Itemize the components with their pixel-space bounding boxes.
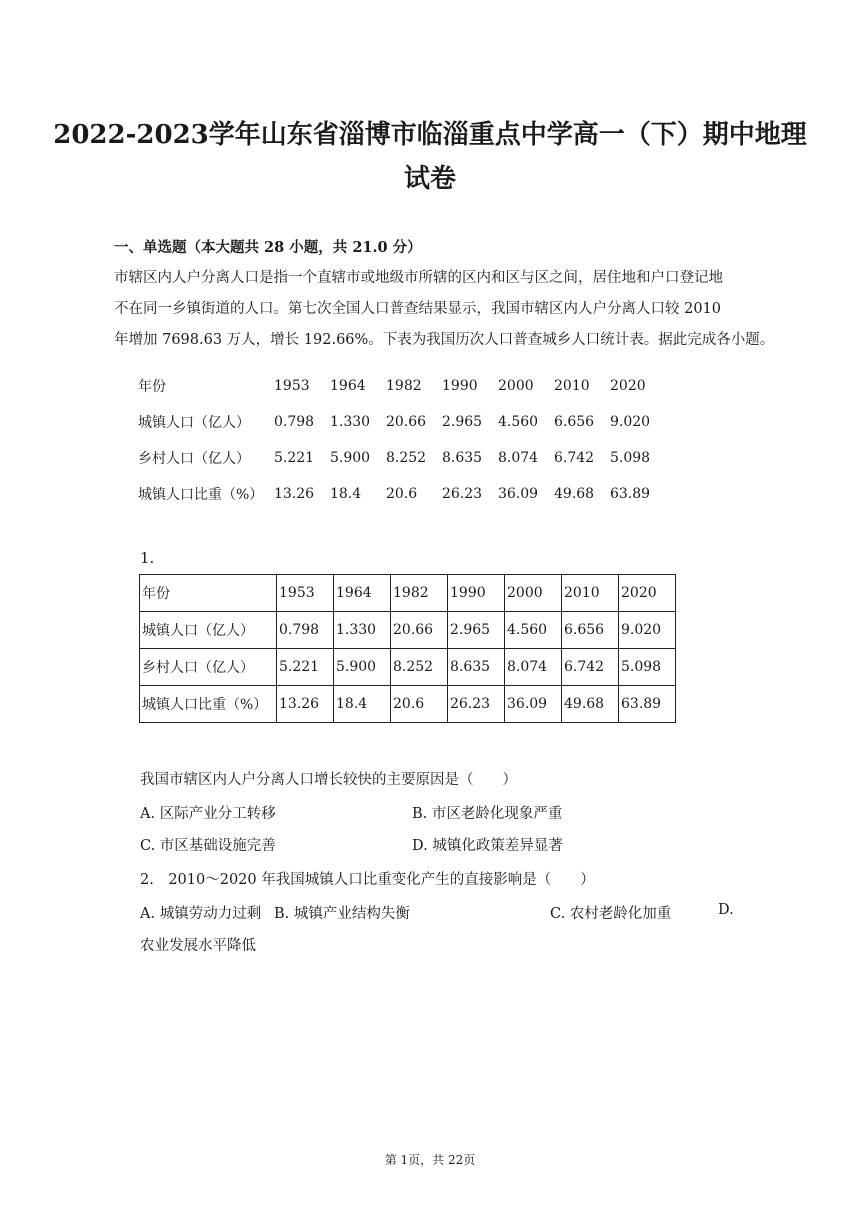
- plain-table-cell: 1990: [442, 378, 478, 394]
- plain-table-cell: 13.26: [274, 486, 315, 502]
- plain-table-cell: 20.6: [386, 486, 418, 502]
- grid-table-cell: 5.221: [277, 649, 334, 686]
- intro-paragraph: [114, 263, 775, 356]
- question-2-stem: 2. 2010～2020 年我国城镇人口比重变化产生的直接影响是（ ）: [140, 872, 595, 888]
- grid-table-cell: 1982: [391, 575, 448, 612]
- grid-table-cell: 2020: [619, 575, 676, 612]
- grid-table-cell: 13.26: [277, 686, 334, 723]
- plain-table-cell: 8.074: [498, 450, 539, 466]
- grid-table-cell: 1964: [334, 575, 391, 612]
- grid-table-cell: 8.074: [505, 649, 562, 686]
- plain-table-cell: 9.020: [610, 414, 651, 430]
- plain-table-cell: 2.965: [442, 414, 483, 430]
- plain-table-cell: 1982: [386, 378, 422, 394]
- grid-table-cell: 2000: [505, 575, 562, 612]
- plain-table-row-header: 城镇人口比重（%）: [138, 487, 264, 503]
- grid-table-cell: 0.798: [277, 612, 334, 649]
- grid-table-cell: 4.560: [505, 612, 562, 649]
- plain-table-row-header: 年份: [138, 379, 166, 395]
- plain-table-cell: 5.900: [330, 450, 371, 466]
- question-1-option-a[interactable]: A. 区际产业分工转移: [140, 806, 276, 822]
- plain-table-cell: 2000: [498, 378, 534, 394]
- plain-table-cell: 1953: [274, 378, 310, 394]
- grid-table-cell: 1953: [277, 575, 334, 612]
- grid-table-cell: 2.965: [448, 612, 505, 649]
- grid-table-cell: 49.68: [562, 686, 619, 723]
- intro-line: 年增加 7698.63 万人，增长 192.66%。下表为我国历次人口普查城乡人口统计表。据此完成各小题。: [114, 332, 775, 348]
- document-title-line1: 2022-2023学年山东省淄博市临淄重点中学高一（下）期中地理: [53, 120, 807, 150]
- grid-table-row-header: 乡村人口（亿人）: [140, 649, 277, 686]
- grid-table-row-header: 城镇人口比重（%）: [140, 686, 277, 723]
- plain-table-cell: 36.09: [498, 486, 539, 502]
- plain-table-cell: 1964: [330, 378, 366, 394]
- plain-table-cell: 4.560: [498, 414, 539, 430]
- population-table-plain: [138, 368, 670, 512]
- plain-table-cell: 18.4: [330, 486, 362, 502]
- question-2-option-d[interactable]: D.: [718, 902, 734, 918]
- question-1-stem: 我国市辖区内人户分离人口增长较快的主要原因是（ ）: [140, 772, 517, 788]
- grid-table-cell: 8.252: [391, 649, 448, 686]
- grid-table-cell: 8.635: [448, 649, 505, 686]
- plain-table-cell: 8.635: [442, 450, 483, 466]
- plain-table-cell: 49.68: [554, 486, 595, 502]
- plain-table-cell: 0.798: [274, 414, 315, 430]
- grid-table-row: [140, 686, 676, 723]
- grid-table-cell: 20.6: [391, 686, 448, 723]
- grid-table-cell: 63.89: [619, 686, 676, 723]
- intro-line: 市辖区内人户分离人口是指一个直辖市或地级市所辖的区内和区与区之间，居住地和户口登记地: [114, 270, 723, 286]
- section-heading: 一、单选题（本大题共 28 小题，共 21.0 分）: [114, 239, 422, 256]
- grid-table-cell: 2010: [562, 575, 619, 612]
- grid-table-row: [140, 612, 676, 649]
- plain-table-row-header: 乡村人口（亿人）: [138, 451, 250, 467]
- grid-table-cell: 6.742: [562, 649, 619, 686]
- plain-table-row-header: 城镇人口（亿人）: [138, 415, 250, 431]
- grid-table-row: [140, 649, 676, 686]
- grid-table-cell: 36.09: [505, 686, 562, 723]
- question-2-option-c[interactable]: C. 农村老龄化加重: [550, 906, 672, 922]
- grid-table-cell: 18.4: [334, 686, 391, 723]
- question-1-number: 1.: [140, 549, 155, 567]
- plain-table-cell: 5.221: [274, 450, 315, 466]
- grid-table-cell: 9.020: [619, 612, 676, 649]
- plain-table-row: [138, 476, 670, 512]
- document-title-line2: 试卷: [403, 164, 456, 194]
- grid-table-cell: 20.66: [391, 612, 448, 649]
- plain-table-row: [138, 440, 670, 476]
- plain-table-cell: 5.098: [610, 450, 651, 466]
- plain-table-cell: 20.66: [386, 414, 427, 430]
- plain-table-cell: 2010: [554, 378, 590, 394]
- plain-table-cell: 6.742: [554, 450, 595, 466]
- grid-table-cell: 6.656: [562, 612, 619, 649]
- plain-table-cell: 1.330: [330, 414, 371, 430]
- grid-table-cell: 26.23: [448, 686, 505, 723]
- grid-table-row-header: 城镇人口（亿人）: [140, 612, 277, 649]
- question-1-option-b[interactable]: B. 市区老龄化现象严重: [412, 806, 563, 822]
- page-footer: 第 1页，共 22页: [384, 1153, 476, 1167]
- intro-line: 不在同一乡镇街道的人口。第七次全国人口普查结果显示，我国市辖区内人户分离人口较 2010: [114, 301, 722, 317]
- plain-table-cell: 6.656: [554, 414, 595, 430]
- grid-table-row: [140, 575, 676, 612]
- grid-table-row-header: 年份: [140, 575, 277, 612]
- grid-table-cell: 5.900: [334, 649, 391, 686]
- question-2-option-a[interactable]: A. 城镇劳动力过剩: [140, 906, 262, 922]
- question-2-option-b[interactable]: B. 城镇产业结构失衡: [274, 906, 410, 922]
- grid-table-cell: 5.098: [619, 649, 676, 686]
- plain-table-row: [138, 404, 670, 440]
- question-1-option-d[interactable]: D. 城镇化政策差异显著: [412, 838, 563, 854]
- question-2-option-d-text: 农业发展水平降低: [140, 938, 256, 954]
- grid-table-cell: 1990: [448, 575, 505, 612]
- plain-table-cell: 63.89: [610, 486, 651, 502]
- plain-table-row: [138, 368, 670, 404]
- plain-table-cell: 2020: [610, 378, 646, 394]
- plain-table-cell: 26.23: [442, 486, 483, 502]
- plain-table-cell: 8.252: [386, 450, 427, 466]
- grid-table-cell: 1.330: [334, 612, 391, 649]
- question-1-option-c[interactable]: C. 市区基础设施完善: [140, 838, 276, 854]
- population-table-bordered: [139, 574, 676, 723]
